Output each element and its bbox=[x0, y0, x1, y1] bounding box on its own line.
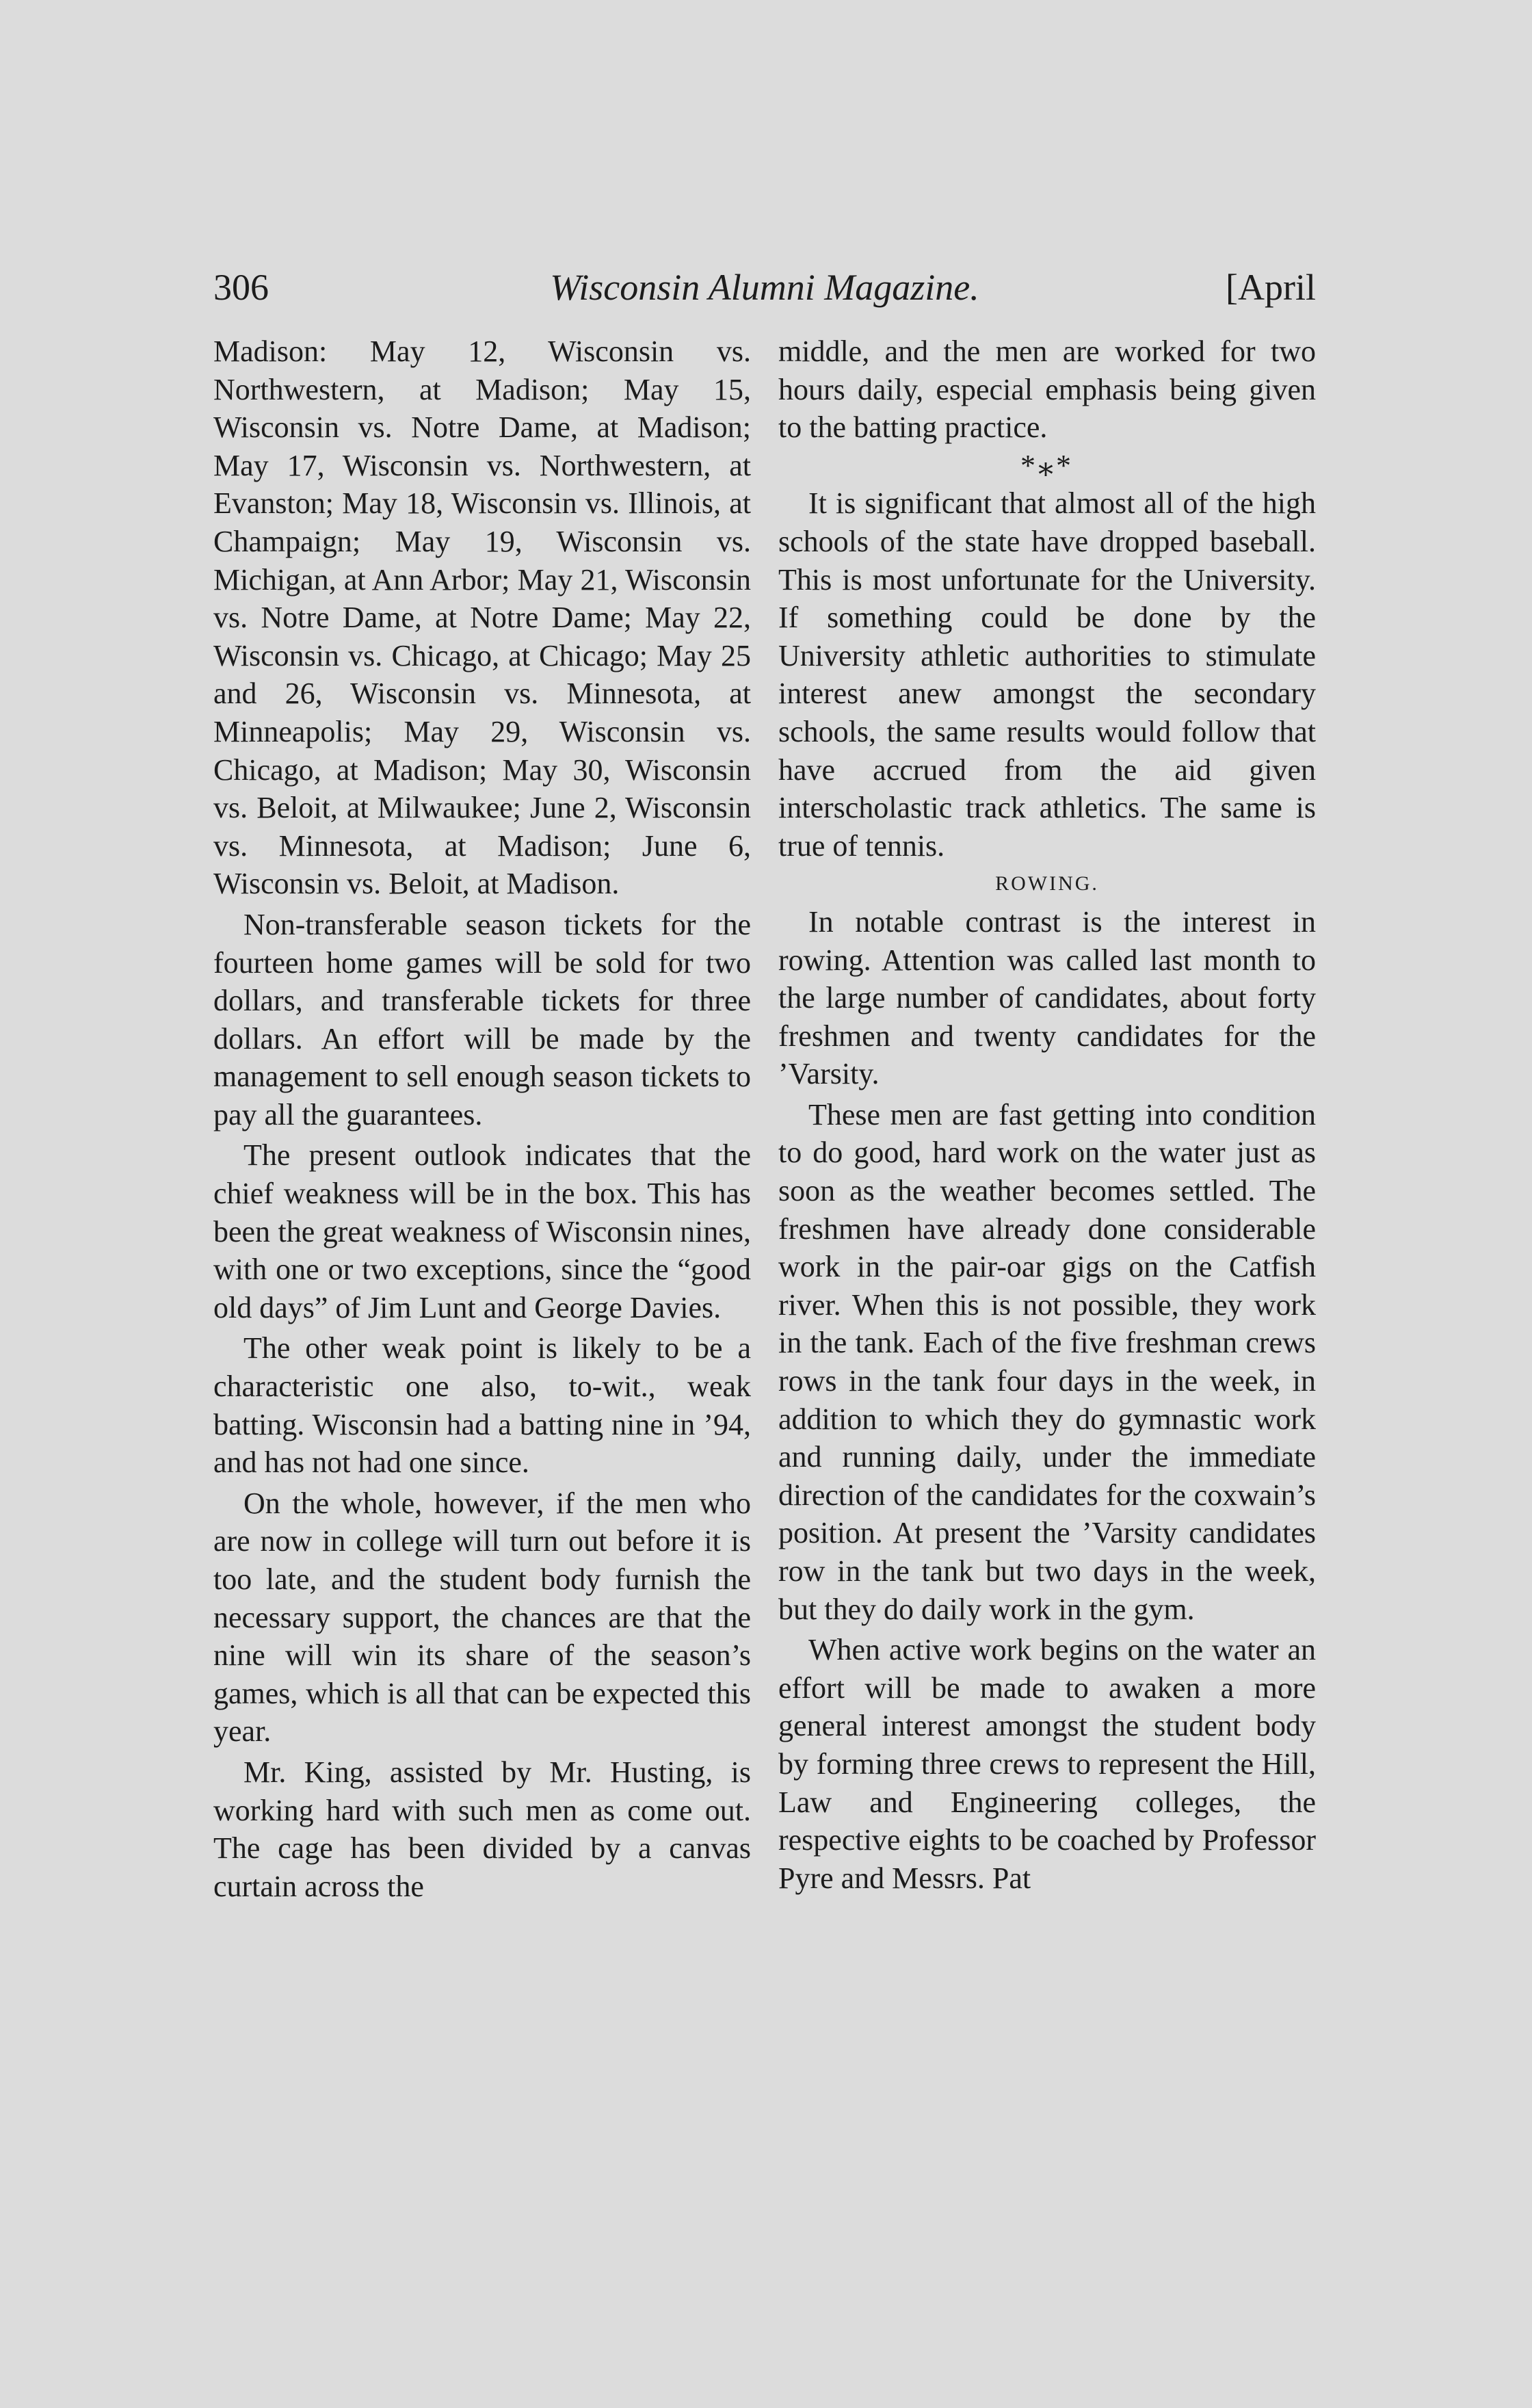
paragraph-outlook: The present outlook indicates that the chief weakness will be in the box. This has been the great weakness of Wisconsin nines, with one or two exceptions, since the “good old days” of Jim Lunt and George Davies. bbox=[213, 1138, 751, 1324]
paragraph-mr-king: Mr. King, assisted by Mr. Husting, is working hard with such men as come out. The cage has been divided by a canvas curtain across the bbox=[213, 1755, 751, 1903]
paragraph-schedule: Madison: May 12, Wisconsin vs. Northwestern, at Madison; May 15, Wisconsin vs. Notre Dame, at Madison; May 17, Wisconsin vs. Northwestern, at Evanston; May 18, Wisconsin vs. Illinois, at Champaign; May 19, Wisconsin vs. Michigan, at Ann Arbor; May 21, Wisconsin vs. Notre Dame, at Notre Dame; May 22, Wisconsin vs. Chicago, at Chicago; May 25 and 26, Wisconsin vs. Minnesota, at Minneapolis; May 29, Wisconsin vs. Chicago, at Madison; May 30, Wisconsin vs. Beloit, at Milwaukee; June 2, Wisconsin vs. Minnesota, at Madison; June 6, Wisconsin vs. Beloit, at Madison. bbox=[213, 335, 751, 901]
paragraph-active-work: When active work begins on the water an effort will be made to awaken a more general interest amongst the student body by forming three crews to represent the Hill, Law and Engineering colleges, the respective eights to be coached by Professor Pyre and Messrs. Pat bbox=[778, 1633, 1316, 1895]
running-title: Wisconsin Alumni Magazine. bbox=[550, 267, 979, 308]
issue-month: [April bbox=[1226, 267, 1316, 308]
paragraph-on-the-whole: On the whole, however, if the men who are now in college will turn out before it is too late, and the student body furnish the necessary support, the chances are that the nine will win its share of the season’s games, which is all that can be expected this year. bbox=[213, 1486, 751, 1749]
paragraph-crew-conditioning: These men are fast getting into condition to do good, hard work on the water just as soon as the weather becomes settled. The freshmen have already done considerable work in the pair-oar gigs on the Catfish river. When this is not possible, they work in the tank. Each of the five freshman crews rows in the tank four days in the week, in addition to which they do gymnastic work and running daily, under the immediate direction of the candidates for the coxwain’s position. At present the ’Varsity candidates row in the tank but two days in the week, but they do daily work in the gym. bbox=[778, 1097, 1316, 1626]
paragraph-rowing-interest: In notable contrast is the interest in rowing. Attention was called last month to the large number of candidates, about forty freshmen and twenty candidates for the ’Varsity. bbox=[778, 904, 1316, 1091]
section-break-asterism: *⁎* bbox=[1020, 448, 1074, 482]
page-header bbox=[213, 257, 1316, 318]
paragraph-batting-practice: middle, and the men are worked for two hours daily, especial emphasis being given to the batting practice. bbox=[778, 335, 1316, 445]
paragraph-weak-batting: The other weak point is likely to be a characteristic one also, to-wit., weak batting. Wisconsin had a batting nine in ’94, and has not had one since. bbox=[213, 1331, 751, 1480]
paragraph-high-schools: It is significant that almost all of the high schools of the state have dropped baseball. This is most unfortunate for the University. If something could be done by the University athletic authorities to stimulate interest anew amongst the secondary schools, the same results would follow that have accrued from the aid given interscholastic track athletics. The same is true of tennis. bbox=[778, 486, 1316, 863]
left-column bbox=[213, 332, 751, 1905]
paragraph-season-tickets: Non-transferable season tickets for the fourteen home games will be sold for two dollars, and transferable tickets for three dollars. An effort will be made by the management to sell enough season tickets to pay all the guarantees. bbox=[213, 907, 751, 1131]
section-heading-rowing: ROWING. bbox=[995, 872, 1099, 895]
right-column bbox=[778, 332, 1316, 1897]
page-number: 306 bbox=[213, 267, 269, 308]
